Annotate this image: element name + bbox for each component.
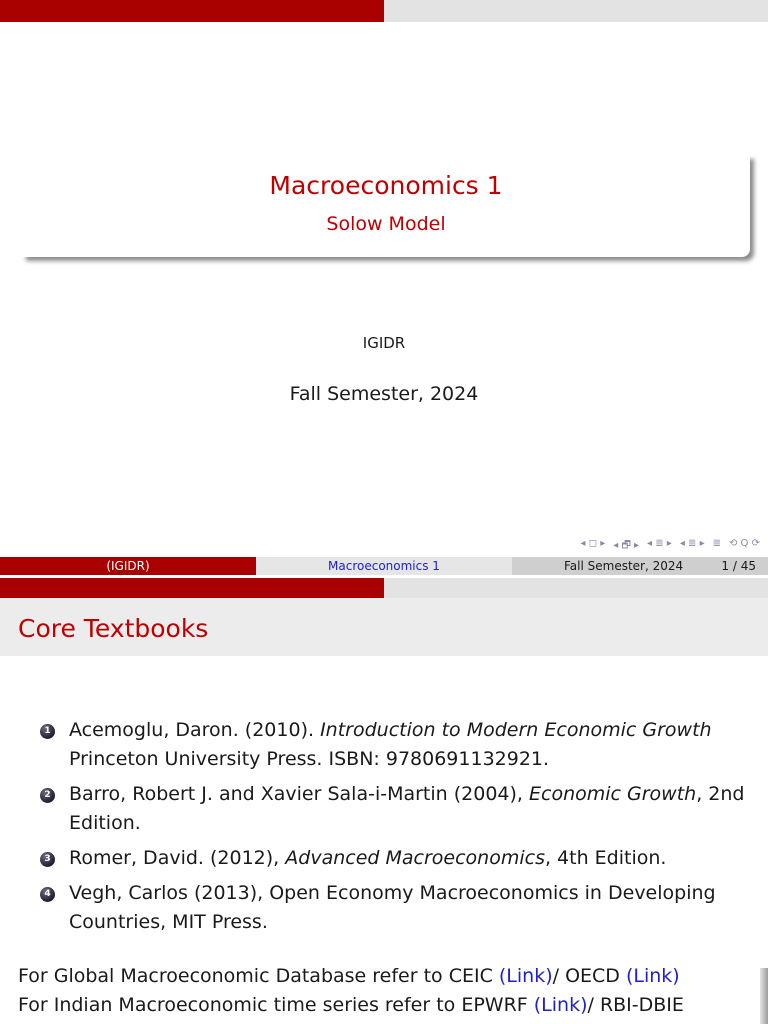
item-text: Vegh, Carlos (2013), Open Economy Macroeconomics in Developing Countries, MIT Press. bbox=[69, 882, 716, 933]
top-bar-grey bbox=[384, 0, 768, 22]
author: IGIDR bbox=[362, 334, 406, 352]
list-item bbox=[40, 780, 750, 838]
nav-subsection-icon[interactable]: ◂ ≣ ▸ bbox=[647, 538, 672, 549]
top-bar bbox=[0, 0, 768, 22]
item-text: , 4th Edition. bbox=[544, 847, 667, 869]
footer-title[interactable]: Macroeconomics 1 bbox=[256, 557, 512, 575]
number-bullet-icon: 1 bbox=[40, 724, 55, 739]
line-text: For Global Macroeconomic Database refer to CEIC bbox=[18, 965, 499, 987]
item-text: Acemoglu, Daron. (2010). bbox=[69, 719, 321, 741]
footer-date: Fall Semester, 2024 bbox=[564, 559, 684, 573]
footer-author: (IGIDR) bbox=[0, 557, 256, 575]
global-database-line bbox=[18, 962, 758, 991]
presentation-title: Macroeconomics 1 bbox=[269, 171, 503, 200]
footer-page-number: 1 / 45 bbox=[721, 559, 756, 573]
indian-database-line bbox=[18, 991, 758, 1020]
textbook-list bbox=[40, 716, 750, 943]
nav-slide-icon[interactable]: ◂ ◻ ▸ bbox=[580, 538, 606, 549]
nav-frame-icon[interactable]: ◂ 🗗 ▸ bbox=[613, 540, 640, 551]
list-item bbox=[40, 716, 750, 774]
frame-title: Core Textbooks bbox=[18, 614, 209, 643]
nav-section-icon[interactable]: ◂ ≣ ▸ bbox=[679, 538, 705, 549]
title-block bbox=[22, 155, 750, 257]
top-bar bbox=[0, 578, 768, 598]
item-title: Advanced Macroeconomics bbox=[285, 847, 545, 869]
presentation-subtitle: Solow Model bbox=[326, 213, 446, 235]
ceic-link[interactable]: (Link) bbox=[498, 965, 553, 987]
oecd-link[interactable]: (Link) bbox=[625, 965, 680, 987]
epwrf-link[interactable]: (Link) bbox=[533, 994, 588, 1016]
number-bullet-icon: 4 bbox=[40, 887, 55, 902]
database-paragraph bbox=[18, 962, 758, 1020]
item-text: Barro, Robert J. and Xavier Sala-i-Martin (2004), bbox=[69, 783, 529, 805]
item-text: Romer, David. (2012), bbox=[69, 847, 286, 869]
list-item bbox=[40, 844, 750, 873]
item-title: Economic Growth bbox=[529, 783, 697, 805]
item-title: Introduction to Modern Economic Growth bbox=[320, 719, 712, 741]
list-item bbox=[40, 879, 750, 937]
navigation-symbols bbox=[581, 538, 760, 555]
top-bar-grey bbox=[384, 578, 768, 598]
nav-search-icon[interactable]: ⟲ Q ⟳ bbox=[729, 538, 760, 549]
frame-title-bar bbox=[0, 598, 768, 656]
textbooks-slide bbox=[0, 578, 768, 1024]
nav-toc-icon[interactable]: ≣ bbox=[712, 538, 721, 549]
number-bullet-icon: 2 bbox=[40, 788, 55, 803]
top-bar-red bbox=[0, 578, 384, 598]
block-edge bbox=[760, 968, 768, 1024]
top-bar-red bbox=[0, 0, 384, 22]
item-text: Princeton University Press. ISBN: 9780691132921. bbox=[69, 748, 550, 770]
footer-info bbox=[512, 557, 768, 575]
item-text: , 2nd Edition. bbox=[69, 783, 745, 834]
line-text: For Indian Macroeconomic time series refer to EPWRF bbox=[18, 994, 534, 1016]
line-text: / OECD bbox=[552, 965, 626, 987]
date: Fall Semester, 2024 bbox=[289, 383, 479, 405]
footer-bar bbox=[0, 557, 768, 575]
line-text: / RBI-DBIE bbox=[587, 994, 684, 1016]
number-bullet-icon: 3 bbox=[40, 852, 55, 867]
